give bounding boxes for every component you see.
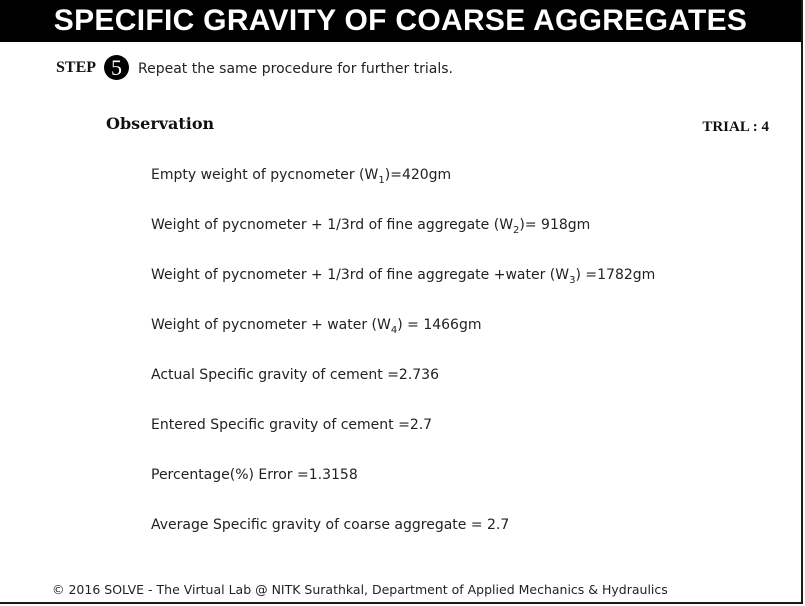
observation-text: Empty weight of pycnometer (W — [151, 167, 379, 183]
step-label: STEP — [56, 59, 97, 76]
observation-subscript: 2 — [513, 224, 520, 236]
observation-line-average-specific-gravity — [151, 517, 509, 533]
observation-text: )= 918gm — [519, 217, 591, 233]
observation-text: Entered Specific gravity of cement =2.7 — [151, 417, 433, 433]
title-bar — [0, 0, 801, 42]
observation-text: ) =1782gm — [575, 267, 656, 283]
observation-line-empty-weight — [151, 167, 451, 186]
step-instruction: Repeat the same procedure for further trials. — [138, 61, 453, 77]
footer-copyright: © 2016 SOLVE - The Virtual Lab @ NITK Surathkal, Department of Applied Mechanics & Hydraulics — [52, 582, 668, 597]
observation-text: Weight of pycnometer + water (W — [151, 317, 391, 333]
observation-line-percentage-error — [151, 467, 358, 483]
observation-heading: Observation — [106, 114, 215, 133]
trial-label: TRIAL : 4 — [702, 119, 769, 135]
observation-text: Percentage(%) Error =1.3158 — [151, 467, 358, 483]
observation-line-pycnometer-water — [151, 317, 481, 336]
observation-text: Average Specific gravity of coarse aggregate = 2.7 — [151, 517, 510, 533]
observation-text: )=420gm — [384, 167, 452, 183]
observation-line-entered-specific-gravity — [151, 417, 432, 433]
observation-subscript: 1 — [378, 174, 385, 186]
step-number-badge: 5 — [104, 55, 129, 80]
observation-subscript: 3 — [569, 274, 576, 286]
observation-text: Actual Specific gravity of cement =2.736 — [151, 367, 439, 383]
observation-line-actual-specific-gravity — [151, 367, 439, 383]
observation-text: ) = 1466gm — [397, 317, 482, 333]
observation-line-pycnometer-aggregate — [151, 217, 590, 236]
observation-text: Weight of pycnometer + 1/3rd of fine aggregate +water (W — [151, 267, 570, 283]
observation-text: Weight of pycnometer + 1/3rd of fine aggregate (W — [151, 217, 514, 233]
observation-subscript: 4 — [390, 324, 398, 336]
observation-line-pycnometer-aggregate-water — [151, 267, 655, 286]
page-title: SPECIFIC GRAVITY OF COARSE AGGREGATES — [53, 4, 748, 37]
